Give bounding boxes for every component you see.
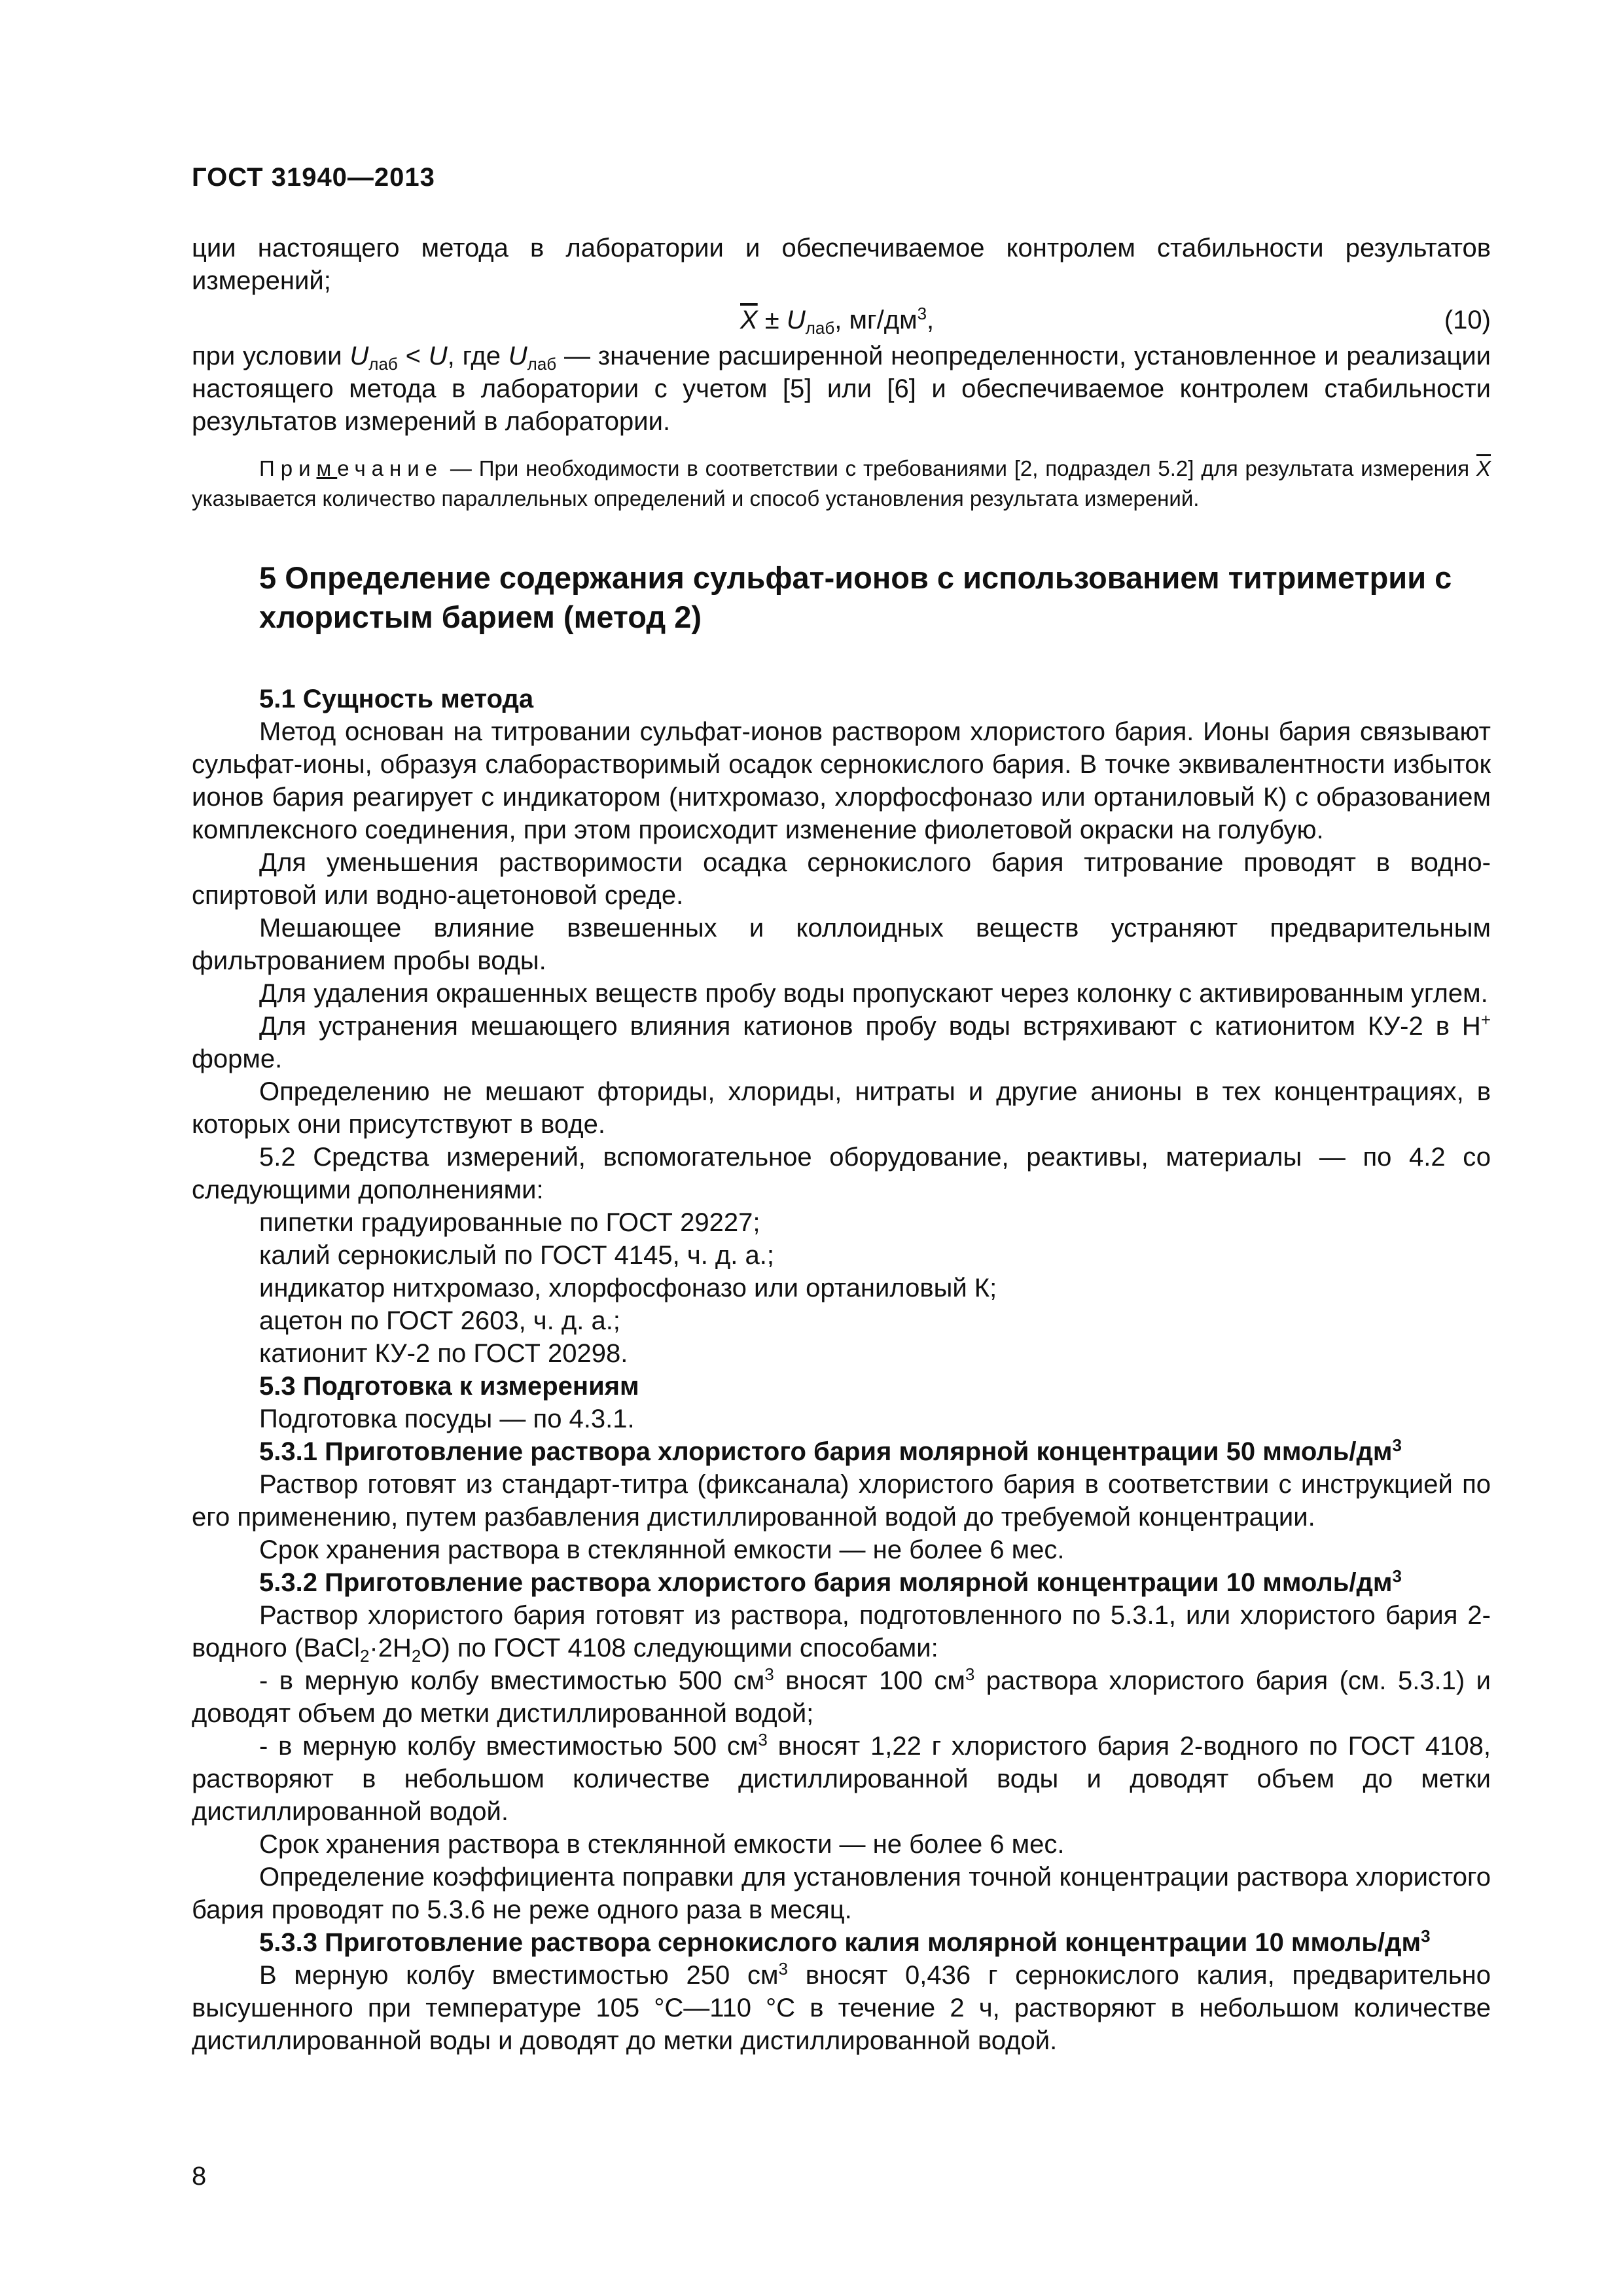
- subsection-5-1-title: 5.1 Сущность метода: [259, 685, 534, 713]
- paragraph-intro-1: ции настоящего метода в лаборатории и обеспечиваемое контролем стабильности результатов измерений;: [192, 234, 1491, 295]
- formula-number: (10): [1444, 306, 1491, 334]
- page-content: [192, 232, 1491, 2057]
- paragraph-5-2: 5.2 Средства измерений, вспомогательное оборудование, реактивы, материалы — по 4.2 со следующими дополнениями:: [192, 1143, 1491, 1204]
- document-header: ГОСТ 31940—2013: [192, 163, 435, 192]
- paragraph-5-3-2-5: Определение коэффициента поправки для установления точной концентрации раствора хлористого бария проводят по 5.3.6 не реже одного раза в месяц.: [192, 1863, 1491, 1924]
- list-item: пипетки градуированные по ГОСТ 29227;: [259, 1208, 760, 1237]
- paragraph-5-1-1: Метод основан на титровании сульфат-ионов раствором хлористого бария. Ионы бария связывают сульфат-ионы, образуя слаборастворимый осадок сернокислого бария. В точке эквивалентности избыток ионов бария реагирует с индикатором (нитхромазо, хлорфосфоназо или ортаниловый К) с образованием комплексного соединения, при этом происходит изменение фиолетовой окраски на голубую.: [192, 717, 1491, 844]
- paragraph-5-3-2-2: - в мерную колбу вместимостью 500 $см^3$ вносят 100 $см^3$ раствора хлористого бария (см. 5.3.1) и доводят объем до метки дистиллированной водой;: [192, 1664, 1491, 1728]
- paragraph-5-3-2-4: Срок хранения раствора в стеклянной емкости — не более 6 мес.: [259, 1830, 1065, 1859]
- paragraph-5-3-2-1: Раствор хлористого бария готовят из раствора, подготовленного по 5.3.1, или хлористого бария 2-водного $(BaCl_2\cdot 2H_2O)$ по ГОСТ 4108 следующими способами:: [192, 1601, 1491, 1666]
- note-label: Примечание: [259, 456, 444, 480]
- list-item: катионит КУ-2 по ГОСТ 20298.: [259, 1339, 628, 1368]
- paragraph-intro-2: при условии $U_{лаб} < U$, где $U_{лаб}$ — значение расширенной неопределенности, установленное и реализации настоящего метода в лаборатории с учетом [5] или [6] и обеспечиваемое контролем стабильности результатов измерений в лаборатории.: [192, 342, 1491, 436]
- paragraph-5-3-2-3: - в мерную колбу вместимостью 500 $см^3$ вносят 1,22 г хлористого бария 2-водного по ГОСТ 4108, растворяют в небольшом количестве дистиллированной воды и доводят объем до метки дистиллированной водой.: [192, 1730, 1491, 1826]
- paragraph-5-3-1-1: Раствор готовят из стандарт-титра (фиксанала) хлористого бария в соответствии с инструкцией по его применению, путем разбавления дистиллированной водой до требуемой концентрации.: [192, 1470, 1491, 1532]
- paragraph-5-1-2: Для уменьшения растворимости осадка сернокислого бария титрование проводят в водно-спиртовой или водно-ацетоновой среде.: [192, 848, 1491, 910]
- list-item: индикатор нитхромазо, хлорфосфоназо или ортаниловый К;: [259, 1274, 997, 1302]
- formula-x-mean: $\overline{X}$: [740, 306, 758, 334]
- page-number: 8: [192, 2162, 207, 2191]
- paragraph-5-1-5: Для устранения мешающего влияния катионов пробу воды встряхивают с катионитом КУ-2 в Н+ форме.: [192, 1010, 1491, 1073]
- paragraph-5-1-6: Определению не мешают фториды, хлориды, нитраты и другие анионы в тех концентрациях, в которых они присутствуют в воде.: [192, 1077, 1491, 1139]
- formula-10: [192, 304, 1491, 336]
- formula-expression: $\overline{X} \pm U_{лаб}$, $мг/дм^3$,: [740, 304, 935, 338]
- section-5-title: 5 Определение содержания сульфат-ионов с использованием титриметрии с хлористым барием (метод 2): [259, 560, 1452, 634]
- paragraph-5-1-4: Для удаления окрашенных веществ пробу воды пропускают через колонку с активированным углем.: [259, 979, 1488, 1008]
- list-item: калий сернокислый по ГОСТ 4145, ч. д. а.;: [259, 1241, 774, 1270]
- note-paragraph: Примечание — При необходимости в соответствии с требованиями [2, подраздел 5.2] для результата измерения $\overline{X}$ указывается количество параллельных определений и способ установления результата измерений.: [192, 456, 1491, 511]
- list-item: ацетон по ГОСТ 2603, ч. д. а.;: [259, 1306, 620, 1335]
- subsection-5-3-1-title: 5.3.1 Приготовление раствора хлористого бария молярной концентрации 50 ммоль/$дм^3$: [259, 1435, 1402, 1466]
- subsection-5-3-title: 5.3 Подготовка к измерениям: [259, 1372, 639, 1401]
- paragraph-5-1-3: Мешающее влияние взвешенных и коллоидных веществ устраняют предварительным фильтрованием пробы воды.: [192, 914, 1491, 975]
- paragraph-5-3: Подготовка посуды — по 4.3.1.: [259, 1405, 635, 1433]
- subsection-5-3-2-title: 5.3.2 Приготовление раствора хлористого бария молярной концентрации 10 ммоль/$дм^3$: [259, 1566, 1402, 1597]
- paragraph-5-3-1-2: Срок хранения раствора в стеклянной емкости — не более 6 мес.: [259, 1535, 1065, 1564]
- paragraph-5-3-3-1: В мерную колбу вместимостью 250 $см^3$ вносят 0,436 г сернокислого калия, предварительно высушенного при температуре 105 °С—110 °С в течение 2 ч, растворяют в небольшом количестве дистиллированной воды и доводят до метки дистиллированной водой.: [192, 1959, 1491, 2055]
- subsection-5-3-3-title: 5.3.3 Приготовление раствора сернокислого калия молярной концентрации 10 ммоль/$дм^3$: [259, 1926, 1431, 1957]
